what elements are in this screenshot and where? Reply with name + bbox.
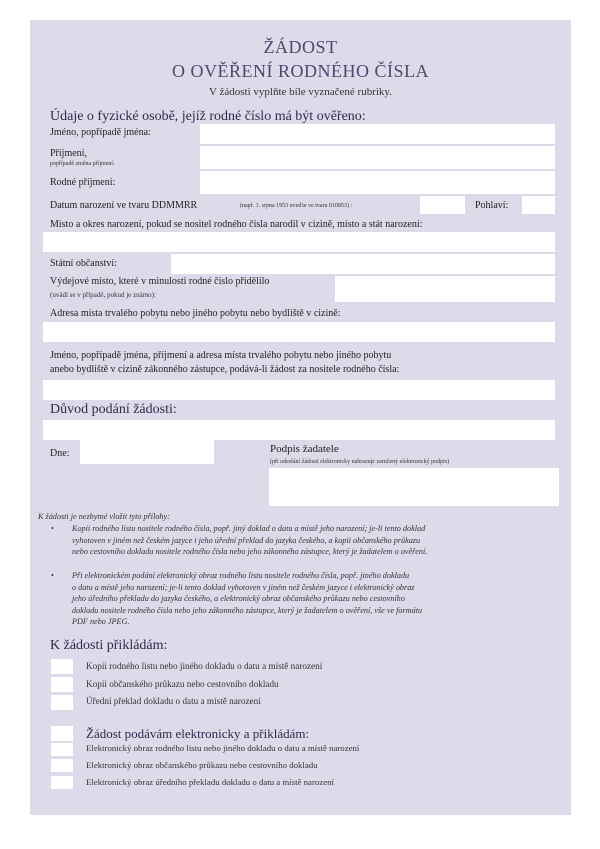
birth-surname-label: Rodné příjmení: [50,177,116,188]
attach-electronic-item-2: Elektronický obraz občanského průkazu nebo cestovního dokladu [86,760,318,770]
section-person-heading: Údaje o fyzické osobě, jejíž rodné číslo má být ověřeno: [50,109,366,124]
attach-paper-item-2: Kopii občanského průkazu nebo cestovního dokladu [86,679,279,689]
form-subtitle: O OVĚŘENÍ RODNÉHO ČÍSLA [172,61,429,81]
attachments-intro: K žádosti je nezbytné vložit tyto přílohy: [38,512,170,521]
date-field[interactable] [80,440,214,464]
attach-electronic-checkbox-1[interactable] [51,743,73,756]
signature-note: (při odeslání žádosti elektronicky nahrazuje zaručený elektronický podpis) [270,459,450,465]
birth-date-note: (např. 1. srpna 1953 uveďte ve tvaru 010853) : [240,203,353,209]
representative-label-line1: Jméno, popřípadě jména, příjmení a adresa místa trvalého pobytu nebo jiného pobytu [50,350,392,361]
birth-date-label: Datum narození ve tvaru DDMMRR [50,200,198,211]
attach-paper-heading: K žádosti přikládám: [50,638,168,653]
attach-paper-checkbox-2[interactable] [51,677,73,692]
address-field[interactable] [43,322,555,342]
reason-field[interactable] [43,420,555,440]
citizenship-label: Státní občanství: [50,258,117,269]
attach-paper-item-3: Úřední překlad dokladu o datu a místě narození [86,696,261,706]
form-instruction: V žádosti vyplňte bíle vyznačené rubriky. [209,86,392,98]
name-field[interactable] [200,124,555,144]
address-label: Adresa místa trvalého pobytu nebo jiného pobytu nebo bydliště v cizině: [50,308,341,319]
representative-label-line2: anebo bydliště v cizině zákonného zástupce, podává-li žádost za nositele rodného čísla: [50,364,400,375]
issuer-label: Výdejové místo, které v minulosti rodné číslo přidělilo [50,276,270,287]
electronic-submission-checkbox[interactable] [51,726,73,741]
attach-electronic-item-1: Elektronický obraz rodného listu nebo jiného dokladu o datu a místě narození [86,743,360,753]
issuer-field[interactable] [335,276,555,302]
date-label: Dne: [50,448,70,459]
birth-surname-field[interactable] [200,171,555,194]
sex-label: Pohlaví: [475,200,509,211]
attach-electronic-checkbox-3[interactable] [51,776,73,789]
surname-field[interactable] [200,146,555,169]
attach-paper-checkbox-3[interactable] [51,695,73,710]
bullet-dot: • [51,571,54,580]
attach-electronic-checkbox-2[interactable] [51,759,73,772]
birth-date-field[interactable] [420,196,465,214]
attachment-note-1: Kopii rodného listu nositele rodného čísla, popř. jiný doklad o datu a místě jeho narození; je-li tento doklad vyhotoven v jiném než českém jazyce i jeho úřední překlad do jazyka českého, a kopii občanského průkazu nebo cestovního dokladu nositele rodného čísla nebo jeho zákonného zástupce, který je žadatelem o ověření. [72,524,428,557]
attach-paper-item-1: Kopii rodného listu nebo jiného dokladu o datu a místě narození [86,661,323,671]
attach-electronic-item-3: Elektronický obraz úředního překladu dokladu o datu a místě narození [86,777,334,787]
attach-electronic-heading: Žádost podávám elektronicky a přikládám: [86,726,310,741]
sex-field[interactable] [522,196,555,214]
attach-paper-checkbox-1[interactable] [51,659,73,674]
birthplace-label: Místo a okres narození, pokud se nositel rodného čísla narodil v cizině, místo a stát narození: [50,219,423,230]
section-reason-heading: Důvod podání žádosti: [50,402,177,417]
name-label: Jméno, popřípadě jména: [50,127,151,138]
representative-field[interactable] [43,380,555,400]
birthplace-field[interactable] [43,232,555,252]
form-title: ŽÁDOST [263,37,338,57]
surname-label: Příjmení, [50,148,87,159]
application-form [30,20,571,815]
surname-note: popřípadě změna příjmení: [50,161,115,167]
citizenship-field[interactable] [171,254,555,274]
signature-label: Podpis žadatele [270,443,339,455]
attachment-note-2: Při elektronickém podání elektronický obraz rodného listu nositele rodného čísla, popř. jiného dokladu o datu a místě jeho narození; je-li tento doklad vyhotoven v jiném než českém jazyce i elektronický obraz jeho úředního překladu do jazyka českého, a elektronický obraz občanského průkazu nebo cestovního dokladu nositele rodného čísla nebo jeho zákonného zástupce, který je žadatelem o ověření, vše ve formátu PDF nebo JPEG. [72,571,423,627]
signature-field[interactable] [269,468,559,506]
issuer-note: (uvádí se v případě, pokud je známo): [50,291,156,299]
bullet-dot: • [51,524,54,533]
